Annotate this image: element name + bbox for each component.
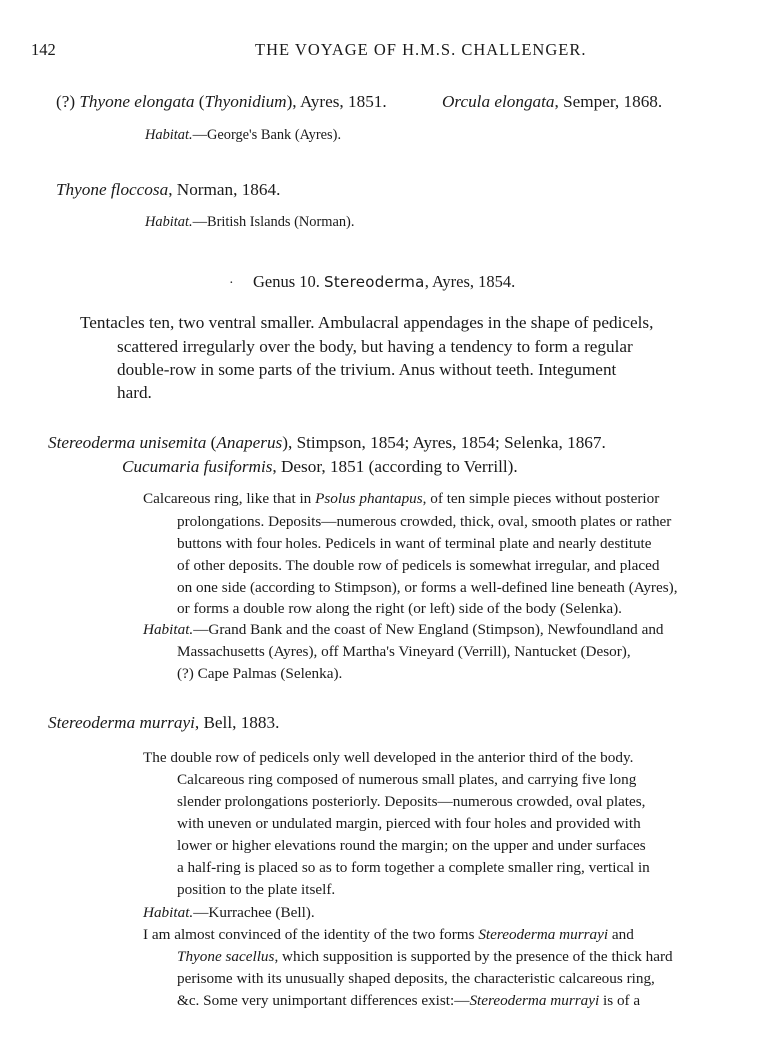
description-line: The double row of pedicels only well developed in the anterior third of the body. xyxy=(143,749,634,766)
description-line: slender prolongations posteriorly. Deposits—numerous crowded, oval plates, xyxy=(177,793,646,810)
description-line: prolongations. Deposits—numerous crowded, thick, oval, smooth plates or rather xyxy=(177,513,672,530)
synonym-name: Cucumaria fusiformis xyxy=(122,457,273,476)
habitat-label: Habitat. xyxy=(145,214,193,230)
species-entry-stereoderma-unisemita: Stereoderma unisemita (Anaperus), Stimpson, 1854; Ayres, 1854; Selenka, 1867. xyxy=(48,433,606,452)
genus-description-line: hard. xyxy=(117,383,152,402)
note-line: I am almost convinced of the identity of the two forms Stereoderma murrayi and xyxy=(143,926,634,943)
description-line: on one side (according to Stimpson), or forms a well-defined line beneath (Ayres), xyxy=(177,579,678,596)
habitat-line: Massachusetts (Ayres), off Martha's Vineyard (Verrill), Nantucket (Desor), xyxy=(177,643,631,660)
species-reference: Stereoderma murrayi xyxy=(478,926,609,943)
species-name: Thyone floccosa xyxy=(56,180,169,199)
description-line: buttons with four holes. Pedicels in want of terminal plate and nearly destitute xyxy=(177,535,652,552)
description-line: a half-ring is placed so as to form together a complete smaller ring, vertical in xyxy=(177,859,650,876)
habitat-label: Habitat. xyxy=(145,127,193,143)
description-line: lower or higher elevations round the margin; on the upper and under surfaces xyxy=(177,837,646,854)
running-title: THE VOYAGE OF H.M.S. CHALLENGER. xyxy=(255,40,587,59)
species-entry-stereoderma-murrayi: Stereoderma murrayi, Bell, 1883. xyxy=(48,713,280,732)
description-line: with uneven or undulated margin, pierced with four holes and provided with xyxy=(177,815,641,832)
bullet-mark: · xyxy=(229,276,234,291)
species-name: Stereoderma murrayi xyxy=(48,713,195,732)
synonym-name: Orcula elongata xyxy=(442,92,555,111)
genus-description-line: scattered irregularly over the body, but having a tendency to form a regular xyxy=(117,337,633,356)
species-name: Stereoderma unisemita xyxy=(48,433,207,452)
description-line: or forms a double row along the right (or left) side of the body (Selenka). xyxy=(177,600,622,617)
species-reference: Thyone sacellus xyxy=(177,948,275,965)
species-name: Thyone elongata xyxy=(79,92,195,111)
description-line: Calcareous ring, like that in Psolus phantapus, of ten simple pieces without posterior xyxy=(143,490,660,507)
habitat-label: Habitat. xyxy=(143,904,194,921)
habitat-line: Habitat.—George's Bank (Ayres). xyxy=(145,127,342,143)
genus-description-line: Tentacles ten, two ventral smaller. Ambulacral appendages in the shape of pedicels, xyxy=(80,313,654,332)
note-line: &c. Some very unimportant differences exist:—Stereoderma murrayi is of a xyxy=(177,992,641,1009)
note-line: Thyone sacellus, which supposition is supported by the presence of the thick hard xyxy=(177,948,673,965)
genus-description-line: double-row in some parts of the trivium. Anus without teeth. Integument xyxy=(117,360,617,379)
synonym-cucumaria-fusiformis: Cucumaria fusiformis, Desor, 1851 (according to Verrill). xyxy=(122,457,518,476)
habitat-line: Habitat.—Grand Bank and the coast of New England (Stimpson), Newfoundland and xyxy=(143,621,664,638)
habitat-line: (?) Cape Palmas (Selenka). xyxy=(177,665,343,682)
habitat-line: Habitat.—British Islands (Norman). xyxy=(145,214,355,230)
habitat-line: Habitat.—Kurrachee (Bell). xyxy=(143,904,315,921)
synonym-orcula-elongata: Orcula elongata, Semper, 1868. xyxy=(442,92,663,111)
species-reference: Stereoderma murrayi xyxy=(469,992,600,1009)
page-number: 142 xyxy=(31,40,56,59)
species-entry-thyone-elongata: (?) Thyone elongata (Thyonidium), Ayres, 1851. xyxy=(56,92,387,111)
description-line: of other deposits. The double row of pedicels is somewhat irregular, and placed xyxy=(177,557,660,574)
species-reference: Psolus phantapus xyxy=(315,490,423,507)
description-line: Calcareous ring composed of numerous small plates, and carrying five long xyxy=(177,771,637,788)
habitat-label: Habitat. xyxy=(143,621,194,638)
note-line: perisome with its unusually shaped deposits, the characteristic calcareous ring, xyxy=(177,970,655,987)
description-line: position to the plate itself. xyxy=(177,881,336,898)
subgenus-name: Anaperus xyxy=(216,433,283,452)
genus-name: Stereoderma xyxy=(324,273,425,291)
species-entry-thyone-floccosa: Thyone floccosa, Norman, 1864. xyxy=(56,180,281,199)
genus-heading: Genus 10. Stereoderma, Ayres, 1854. xyxy=(253,272,516,291)
subgenus-name: Thyonidium xyxy=(204,92,287,111)
